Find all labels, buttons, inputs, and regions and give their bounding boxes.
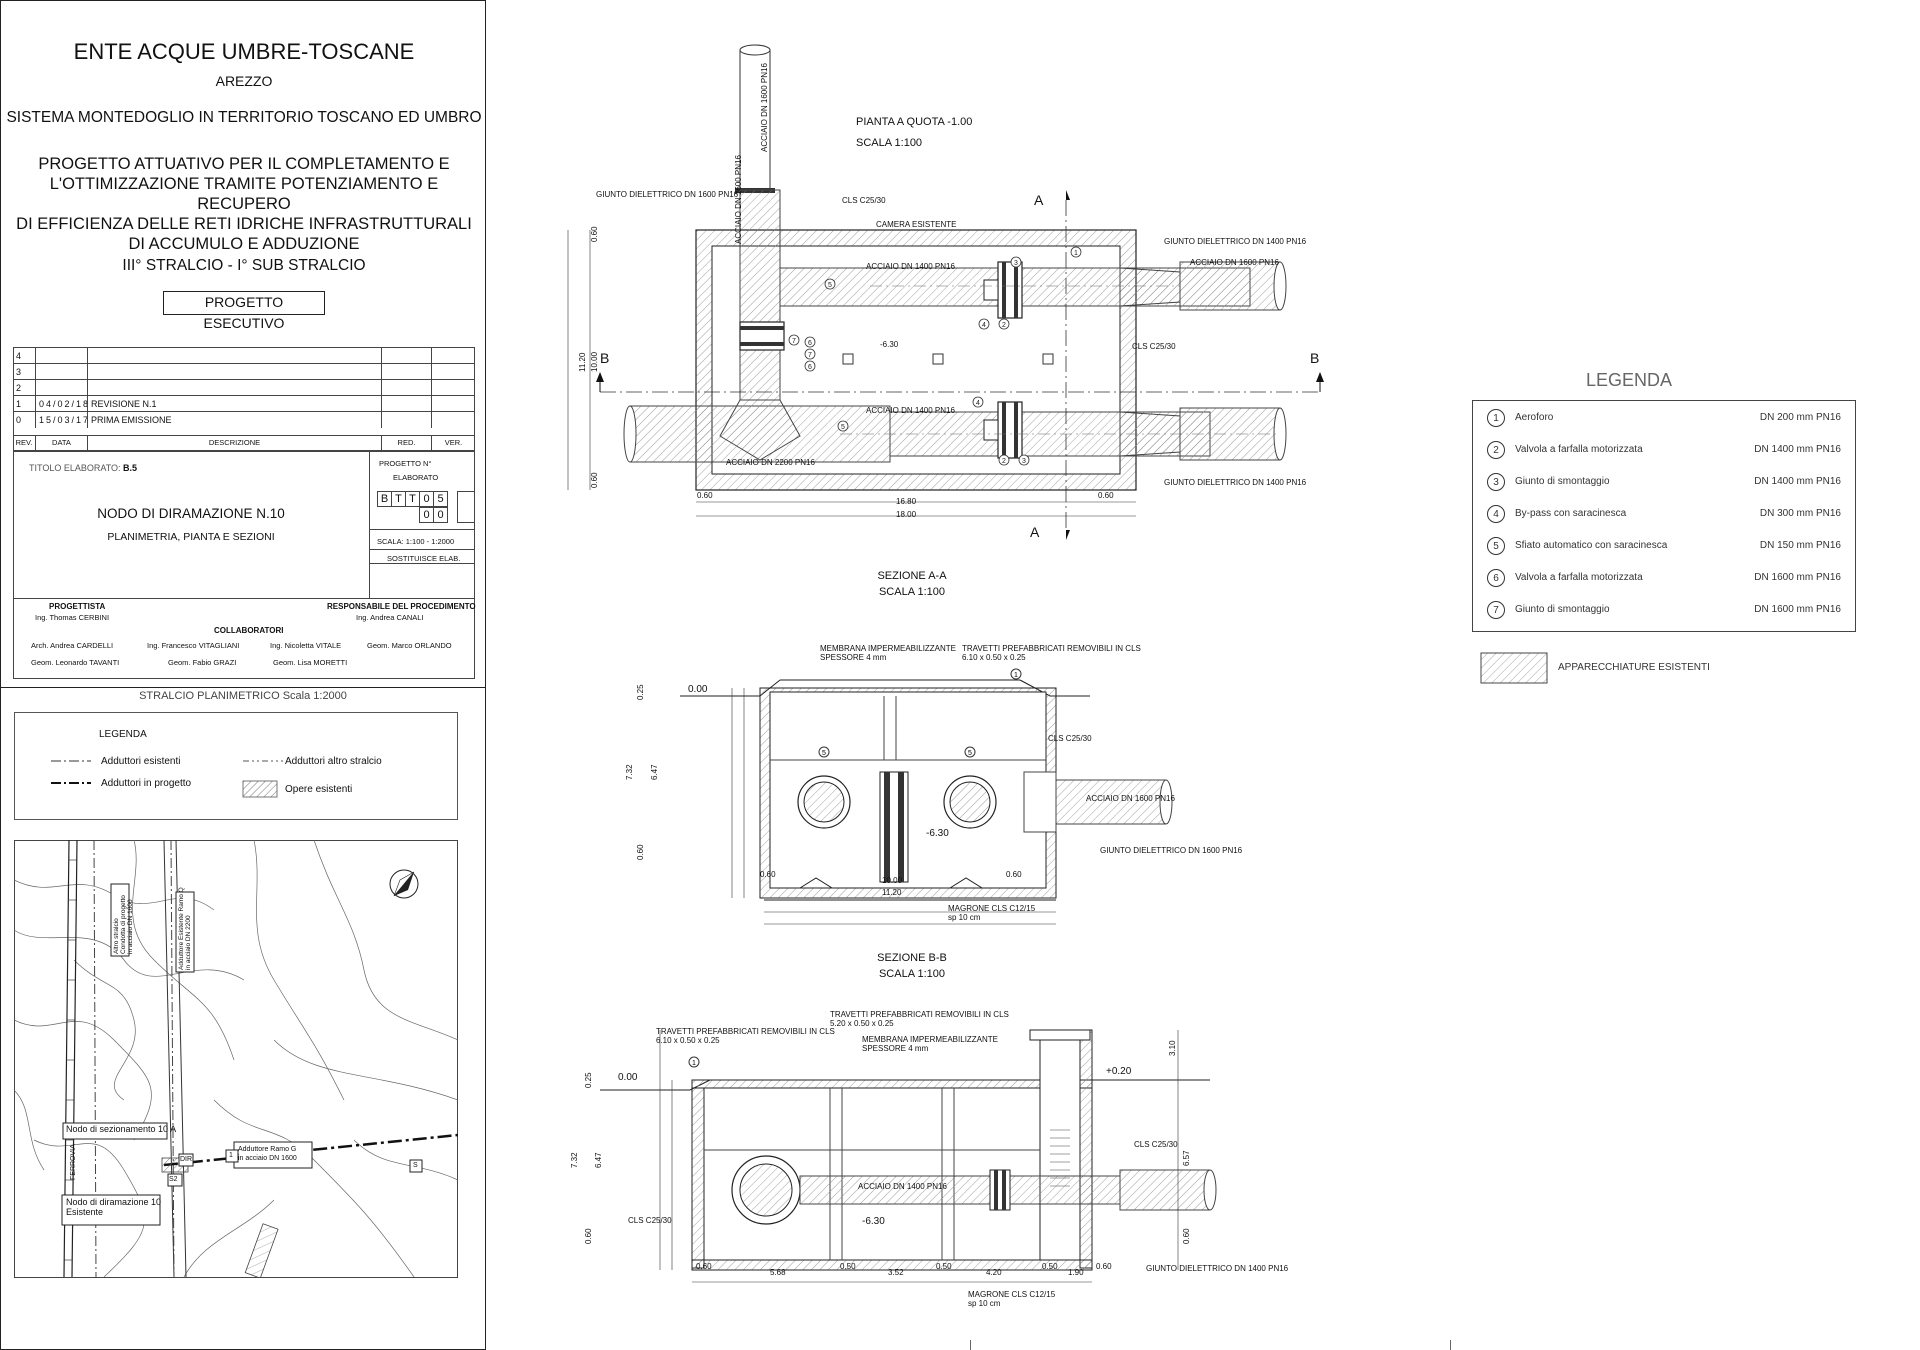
plan-label-vertical: ACCIAIO DN 1600 PN16 (734, 155, 743, 244)
section-bb-dim: 0.60 (1182, 1228, 1191, 1244)
balloon: 3 (1014, 260, 1018, 267)
section-bb-dim: 0.25 (584, 1072, 593, 1088)
section-aa-dim: 6.47 (650, 764, 659, 780)
site-label-nodo-sezionamento: Nodo di sezionamento 10 A (66, 1124, 177, 1134)
collaborator: Arch. Andrea CARDELLI (31, 641, 114, 650)
collaboratori-label: COLLABORATORI (214, 626, 284, 635)
section-bb-scale: SCALA 1:100 (878, 968, 946, 980)
org-city: AREZZO (215, 73, 273, 89)
section-bb-quota: -6.30 (862, 1216, 885, 1227)
site-label-esistente: Adduttore Esistente Ramo Q in acciaio DN 2200 (178, 887, 192, 970)
section-bb-drawing (570, 1010, 1230, 1310)
plan-label: CLS C25/30 (842, 196, 886, 205)
site-label-nodo-diramazione: Nodo di diramazione 10 Esistente (66, 1197, 162, 1217)
collaborator: Geom. Fabio GRAZI (168, 658, 237, 667)
plan-dim: 0.60 (590, 472, 599, 488)
svg-text:4: 4 (982, 322, 986, 329)
plan-dim: 18.00 (896, 510, 917, 519)
section-bb-dim: 0.60 (584, 1228, 593, 1244)
site-legend-title: LEGENDA (99, 729, 147, 740)
plan-label: GIUNTO DIELETTRICO DN 1600 PN16 (596, 190, 739, 199)
section-bb-label: ACCIAIO DN 1400 PN16 (858, 1182, 947, 1191)
section-aa-dim: 0.60 (1006, 870, 1022, 879)
svg-text:2: 2 (1002, 322, 1006, 329)
section-bb-dim: 3.10 (1168, 1040, 1177, 1056)
collaborator: Geom. Marco ORLANDO (367, 641, 452, 650)
plan-dim: 0.60 (590, 226, 599, 242)
revision-row: 3 (13, 363, 475, 380)
progetto-n: PROGETTO N° (379, 459, 432, 468)
legend-item: 4 By-pass con saracinesca DN 300 mm PN16 (1473, 499, 1855, 531)
site-legend-item: Adduttori in progetto (101, 778, 192, 789)
site-plan-legend (14, 712, 458, 820)
svg-text:5: 5 (822, 750, 826, 757)
section-bb-dim: 3.52 (888, 1268, 904, 1277)
section-aa-label: SPESSORE 4 mm (820, 653, 887, 662)
progettista-name: Ing. Thomas CERBINI (35, 613, 110, 622)
phase-box: PROGETTO ESECUTIVO (163, 291, 325, 315)
revision-header: REV. DATA DESCRIZIONE RED. VER. (13, 435, 475, 450)
svg-text:7: 7 (808, 352, 812, 359)
progettista-label: PROGETTISTA (49, 602, 106, 611)
site-label-s: S (413, 1162, 418, 1169)
section-aa-label: ACCIAIO DN 1600 PN16 (1086, 794, 1175, 803)
plan-title: PIANTA A QUOTA -1.00 (856, 116, 973, 128)
legend-title: LEGENDA (1586, 370, 1673, 390)
section-aa-zero: 0.00 (688, 684, 708, 695)
site-legend-item: Opere esistenti (285, 784, 353, 795)
plan-label: GIUNTO DIELETTRICO DN 1400 PN16 (1164, 478, 1307, 487)
plan-label: ACCIAIO DN 1600 PN16 (1190, 258, 1279, 267)
legend-table (1472, 400, 1856, 632)
section-aa-label: TRAVETTI PREFABBRICATI REMOVIBILI IN CLS (962, 644, 1141, 653)
stralcio: III° STRALCIO - I° SUB STRALCIO (122, 257, 366, 274)
existing-equipment-label: APPARECCHIATURE ESISTENTI (1558, 662, 1710, 673)
section-bb-dim: 0.60 (1096, 1262, 1112, 1271)
section-mark: A (1034, 192, 1044, 208)
plan-label: GIUNTO DIELETTRICO DN 1400 PN16 (1164, 237, 1307, 246)
collaborator: Geom. Lisa MORETTI (273, 658, 348, 667)
section-mark: B (1310, 350, 1320, 366)
legend-item: 2 Valvola a farfalla motorizzata DN 1400 mm PN16 (1473, 435, 1855, 467)
section-bb-title: SEZIONE B-B (877, 952, 947, 964)
section-aa-dim: 0.60 (636, 844, 645, 860)
legend-item: 5 Sfiato automatico con saracinesca DN 150 mm PN16 (1473, 531, 1855, 563)
section-bb-dim: 0.50 (936, 1262, 952, 1271)
project-line: L'OTTIMIZZAZIONE TRAMITE POTENZIAMENTO E RECUPERO (49, 175, 439, 213)
plan-label: CAMERA ESISTENTE (876, 220, 957, 229)
section-bb-label: SPESSORE 4 mm (862, 1044, 929, 1053)
site-legend-item: Adduttori esistenti (101, 756, 181, 767)
section-bb-label: 6.10 x 0.50 x 0.25 (656, 1036, 720, 1045)
site-label-one: 1 (229, 1152, 233, 1159)
collaborator: Ing. Nicoletta VITALE (270, 641, 342, 650)
project-line: DI EFFICIENZA DELLE RETI IDRICHE INFRASTRUTTURALI (16, 215, 472, 233)
svg-text:6: 6 (808, 364, 812, 371)
legend-item: 6 Valvola a farfalla motorizzata DN 1600 mm PN16 (1473, 563, 1855, 595)
project-title (1, 154, 487, 254)
section-bb-label: CLS C25/30 (628, 1216, 672, 1225)
title-block: ENTE ACQUE UMBRE-TOSCANE AREZZO SISTEMA MONTEDOGLIO IN TERRITORIO TOSCANO ED UMBRO PROGETTO ATTUATIVO PER IL COMPLETAMENTO E L'OTTIMIZZAZIONE TRAMITE POTENZIAMENTO E RECUPERO DI EFFICIENZA DELLE RETI IDRICHE INFRASTRUTTURALI DI ACCUMULO E ADDUZIONE III° STRALCIO - I° SUB STRALCIO PROGETTO ESECUTIVO 4 3 2 1 04/02/18 REVISIONE N.1 0 15/03/17 PRIMA EMISSIONE REV. DATA DESCRIZIONE RED. VER. TITOLO ELABORATO: B.5 PROGETTO N° ELABORATO B T T 0 5 0 0 SCALA: 1:100 - 1:2000 SOSTITUISCE ELAB. NODO DI DIRAMAZIONE N.10 PLANIMETRIA, PIANTA E SEZIONI PROGETTISTA Ing. Thomas CERBINI RESPONSABILE DEL PROCEDIMENTO Ing. Andrea CANALI COLLABORATORI Arch. Andrea CARDELLI Ing. Francesco VITAGLIANI Ing. Nicoletta VITALE Geom. Marco ORLANDO Geom. Leonardo TAVANTI Geom. Fabio GRAZI Geom. Lisa MORETTI (0, 0, 486, 688)
svg-text:2: 2 (1002, 458, 1006, 465)
section-aa-dim: 10.00 (882, 876, 903, 885)
svg-text:1: 1 (1074, 250, 1078, 257)
svg-text:6: 6 (808, 340, 812, 347)
plan-dim: 0.60 (1098, 491, 1114, 500)
plan-label: ACCIAIO DN 1400 PN16 (866, 406, 955, 415)
svg-text:1: 1 (1014, 672, 1018, 679)
site-label-rail: FERROVIA (70, 1144, 77, 1180)
svg-text:7: 7 (792, 338, 796, 345)
plan-dim: 0.60 (697, 491, 713, 500)
plan-quota: -6.30 (880, 340, 899, 349)
project-line: PROGETTO ATTUATIVO PER IL COMPLETAMENTO E (38, 155, 450, 173)
node-subtitle: PLANIMETRIA, PIANTA E SEZIONI (107, 531, 275, 543)
plan-label: ACCIAIO DN 1400 PN16 (866, 262, 955, 271)
section-aa-label: GIUNTO DIELETTRICO DN 1600 PN16 (1100, 846, 1243, 855)
site-label-s2: S2 (169, 1176, 178, 1183)
staff-box (13, 599, 475, 679)
section-aa-label: MAGRONE CLS C12/15 (948, 904, 1036, 913)
svg-text:4: 4 (976, 400, 980, 407)
legend-item: 3 Giunto di smontaggio DN 1400 mm PN16 (1473, 467, 1855, 499)
section-bb-dim: 5.68 (770, 1268, 786, 1277)
svg-text:1: 1 (692, 1060, 696, 1067)
section-bb-zero: 0.00 (618, 1072, 638, 1083)
titolo-label: TITOLO ELABORATO: B.5 (29, 463, 138, 473)
collaborator: Geom. Leonardo TAVANTI (31, 658, 120, 667)
section-aa-dim: 11.20 (882, 888, 902, 897)
svg-text:5: 5 (828, 282, 832, 289)
plan-dim: 11.20 (578, 352, 587, 372)
collaborator: Ing. Francesco VITAGLIANI (147, 641, 240, 650)
site-legend-item: Adduttori altro stralcio (285, 756, 382, 767)
site-label-altro: Altro stralcio Condotta di progetto in acciaio DN 1600 (113, 895, 134, 954)
revision-row: 1 04/02/18 REVISIONE N.1 (13, 395, 475, 412)
section-aa-label: sp 10 cm (948, 913, 981, 922)
plan-dim: 16.80 (896, 497, 917, 506)
section-bb-label: CLS C25/30 (1134, 1140, 1178, 1149)
section-aa-dim: 0.25 (636, 684, 645, 700)
responsabile-name: Ing. Andrea CANALI (356, 613, 424, 622)
scale-label: SCALA: 1:100 - 1:2000 (377, 537, 455, 546)
responsabile-label: RESPONSABILE DEL PROCEDIMENTO (327, 602, 476, 611)
section-aa-label: 6.10 x 0.50 x 0.25 (962, 653, 1026, 662)
section-aa-quota: -6.30 (926, 828, 949, 839)
section-aa-drawing (620, 640, 1220, 930)
section-aa-dim: 0.60 (760, 870, 776, 879)
plan-label-vertical: ACCIAIO DN 1600 PN16 (760, 63, 769, 152)
plan-label: ACCIAIO DN 2200 PN16 (726, 458, 815, 467)
section-aa-dim: 7.32 (625, 764, 634, 780)
section-aa-label: CLS C25/30 (1048, 734, 1092, 743)
section-bb-dim: 0.50 (840, 1262, 856, 1271)
site-label-dir: DIR (180, 1156, 193, 1163)
elaborato-label: ELABORATO (393, 473, 439, 482)
section-bb-dim: 0.60 (696, 1262, 712, 1271)
project-line: DI ACCUMULO E ADDUZIONE (128, 235, 360, 253)
section-bb-plus: +0.20 (1106, 1066, 1132, 1077)
svg-text:5: 5 (841, 424, 845, 431)
svg-text:3: 3 (1022, 458, 1026, 465)
section-aa-title: SEZIONE A-A (877, 570, 947, 582)
site-plan-title: STRALCIO PLANIMETRICO Scala 1:2000 (139, 690, 347, 702)
revision-row: 4 (13, 347, 475, 364)
section-aa-label: MEMBRANA IMPERMEABILIZZANTE (820, 644, 957, 653)
section-bb-label: 5.20 x 0.50 x 0.25 (830, 1019, 894, 1028)
node-title: NODO DI DIRAMAZIONE N.10 (97, 506, 285, 521)
section-aa-scale: SCALA 1:100 (878, 586, 946, 598)
existing-equipment-swatch (1480, 652, 1550, 684)
section-bb-label: GIUNTO DIELETTRICO DN 1400 PN16 (1146, 1264, 1289, 1273)
site-label-ramo-g: Adduttore Ramo G in acciaio DN 1600 (238, 1146, 297, 1162)
legend-item: 7 Giunto di smontaggio DN 1600 mm PN16 (1473, 595, 1855, 627)
revision-row: 2 (13, 379, 475, 396)
sostituisce-label: SOSTITUISCE ELAB. (387, 554, 461, 563)
section-bb-dim: 1.90 (1068, 1268, 1084, 1277)
section-bb-label: TRAVETTI PREFABBRICATI REMOVIBILI IN CLS (656, 1027, 835, 1036)
section-bb-dim: 4.20 (986, 1268, 1002, 1277)
org-name: ENTE ACQUE UMBRE-TOSCANE (73, 39, 415, 64)
section-bb-dim: 6.57 (1182, 1150, 1191, 1166)
section-bb-label: MEMBRANA IMPERMEABILIZZANTE (862, 1035, 999, 1044)
plan-label: CLS C25/30 (1132, 342, 1176, 351)
section-bb-dim: 7.32 (570, 1152, 579, 1168)
section-bb-dim: 6.47 (594, 1152, 603, 1168)
system-name: SISTEMA MONTEDOGLIO IN TERRITORIO TOSCANO ED UMBRO (6, 109, 482, 126)
section-bb-label: TRAVETTI PREFABBRICATI REMOVIBILI IN CLS (830, 1010, 1009, 1019)
svg-text:5: 5 (968, 750, 972, 757)
plan-dim: 10.00 (590, 351, 599, 372)
section-mark: B (600, 350, 610, 366)
section-bb-label: MAGRONE CLS C12/15 (968, 1290, 1056, 1299)
site-legend-symbols (15, 713, 457, 819)
plan-scale: SCALA 1:100 (856, 137, 923, 149)
section-mark: A (1030, 524, 1040, 540)
section-bb-label: sp 10 cm (968, 1299, 1001, 1308)
revision-row: 0 15/03/17 PRIMA EMISSIONE (13, 411, 475, 428)
legend-item: 1 Aeroforo DN 200 mm PN16 (1473, 403, 1855, 435)
section-bb-dim: 0.50 (1042, 1262, 1058, 1271)
